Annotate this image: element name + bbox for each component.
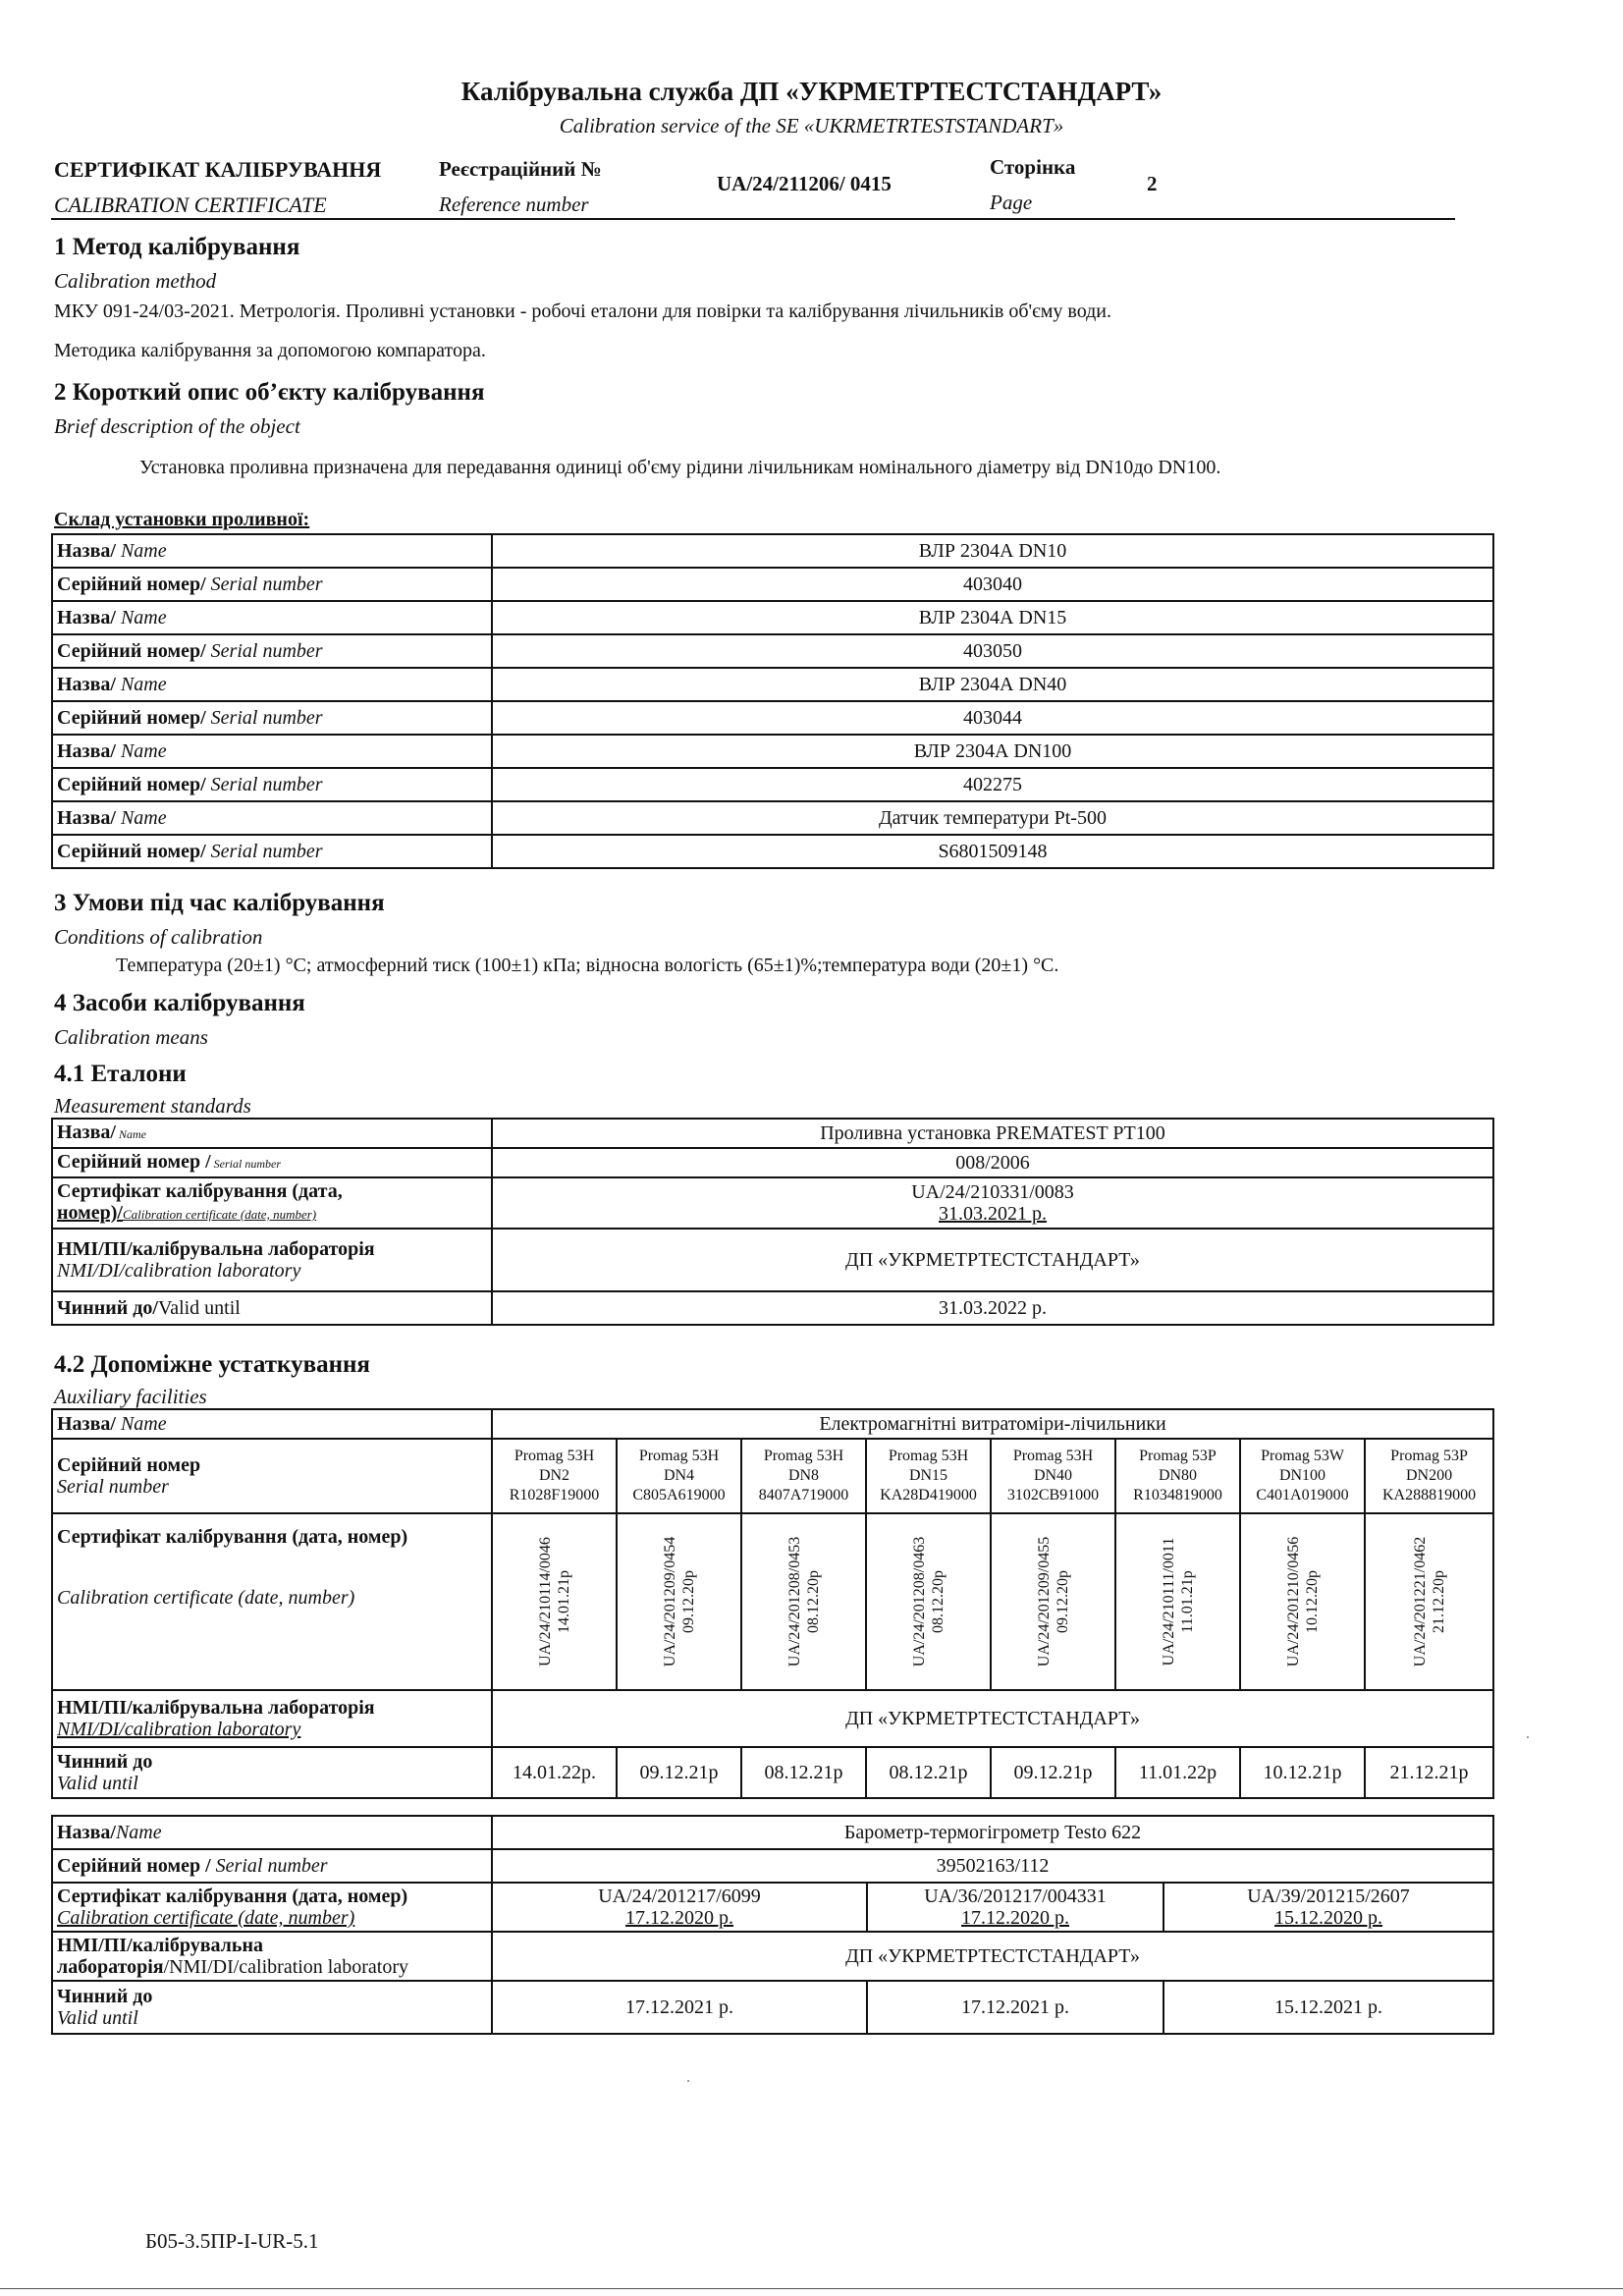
meter-cert-number: UA/24/201221/0462 — [1411, 1536, 1429, 1667]
meter-cert-cell — [1365, 1513, 1493, 1690]
meter-cert-cell — [991, 1513, 1115, 1690]
std-serial-value: 008/2006 — [492, 1148, 1493, 1177]
meter-cert-cell — [741, 1513, 866, 1690]
meter-cert-date: 09.12.20р — [679, 1570, 697, 1634]
ref-number: UA/24/211206/ 0415 — [717, 172, 892, 195]
bottom-edge — [0, 2288, 1623, 2289]
baro-lab-row: НМІ/ПІ/калібрувальна лабораторія/NMI/DI/calibration laboratory ДП «УКРМЕТРТЕСТСТАНДАРТ» — [52, 1932, 1493, 1981]
aux-valid-row: Чинний до Valid until 14.01.22р. 09.12.21р 08.12.21р 08.12.21р 09.12.21р 11.01.22р 10.12.21р 21.12.21р — [52, 1747, 1493, 1798]
composition-row-value: 403050 — [492, 634, 1493, 668]
ref-label-uk: Реєстраційний № — [439, 157, 602, 181]
composition-row — [52, 768, 1493, 801]
composition-row-value: 402275 — [492, 768, 1493, 801]
composition-row-value: ВЛР 2304А DN10 — [492, 534, 1493, 568]
meter-serial: 3102CB91000 — [1006, 1487, 1100, 1503]
std-lab-row: НМІ/ПІ/калібрувальна лабораторія NMI/DI/calibration laboratory ДП «УКРМЕТРТЕСТСТАНДАРТ» — [52, 1229, 1493, 1291]
cert-title-en: CALIBRATION CERTIFICATE — [54, 192, 327, 217]
section-4-1-subtitle: Measurement standards — [54, 1094, 251, 1118]
meter-cert-date: 08.12.20р — [929, 1570, 947, 1634]
meter-serial-cell — [1365, 1439, 1493, 1513]
composition-table — [51, 533, 1494, 869]
meter-cert-text — [1411, 1537, 1448, 1667]
baro-cert-number: UA/39/201215/2607 — [1247, 1886, 1410, 1907]
aux-lab-row: НМІ/ПІ/калібрувальна лабораторія NMI/DI/calibration laboratory ДП «УКРМЕТРТЕСТСТАНДАРТ» — [52, 1690, 1493, 1747]
meter-cert-number: UA/24/201208/0453 — [785, 1536, 803, 1667]
baro-cert-cell — [867, 1883, 1163, 1932]
standards-table — [51, 1118, 1494, 1326]
composition-row-value: ВЛР 2304А DN100 — [492, 735, 1493, 768]
scan-speck — [1527, 1736, 1529, 1738]
meter-cert-cell — [1240, 1513, 1365, 1690]
composition-row-label: Серійний номер/ Serial number — [52, 568, 492, 601]
page-number: 2 — [1147, 172, 1158, 195]
meter-cert-text — [536, 1537, 573, 1667]
composition-row-value: ВЛР 2304А DN40 — [492, 668, 1493, 701]
meter-valid-until: 08.12.21р — [741, 1747, 866, 1798]
composition-row — [52, 534, 1493, 568]
meter-valid-until: 10.12.21р — [1240, 1747, 1365, 1798]
composition-row — [52, 568, 1493, 601]
composition-row-label: Серійний номер/ Serial number — [52, 701, 492, 735]
meter-cert-text — [910, 1537, 947, 1667]
meter-cert-number: UA/24/201209/0455 — [1035, 1536, 1053, 1667]
section-3-subtitle: Conditions of calibration — [54, 925, 263, 949]
composition-row — [52, 701, 1493, 735]
composition-row — [52, 634, 1493, 668]
page-label-uk: Сторінка — [990, 155, 1076, 179]
meter-dn: DN8 — [787, 1467, 820, 1484]
baro-cert-date: 15.12.2020 р. — [1274, 1907, 1383, 1929]
meter-cert-text — [1160, 1538, 1197, 1667]
meter-valid-until: 11.01.22р — [1115, 1747, 1240, 1798]
meter-dn: DN4 — [663, 1467, 695, 1484]
composition-row — [52, 668, 1493, 701]
composition-row-label: Серійний номер/ Serial number — [52, 634, 492, 668]
meter-cert-text — [1284, 1537, 1322, 1667]
section-4-title: 4 Засоби калібрування — [54, 990, 305, 1016]
section-1-subtitle: Calibration method — [54, 269, 217, 293]
section-2-subtitle: Brief description of the object — [54, 414, 300, 438]
meter-serial-cell — [617, 1439, 741, 1513]
meter-cert-cell — [866, 1513, 991, 1690]
meter-dn: DN200 — [1405, 1467, 1453, 1484]
meter-serial-cell — [866, 1439, 991, 1513]
composition-row-label: Назва/ Name — [52, 601, 492, 634]
composition-row-value: 403044 — [492, 701, 1493, 735]
meter-serial-cell — [492, 1439, 617, 1513]
composition-row — [52, 735, 1493, 768]
meter-dn: DN2 — [538, 1467, 570, 1484]
baro-lab-value: ДП «УКРМЕТРТЕСТСТАНДАРТ» — [492, 1932, 1493, 1981]
baro-cert-cell — [1163, 1883, 1493, 1932]
meter-serial-cell — [991, 1439, 1115, 1513]
section-3-title: 3 Умови під час калібрування — [54, 890, 385, 916]
meter-cert-number: UA/24/210111/0011 — [1160, 1537, 1177, 1667]
composition-row-label: Серійний номер/ Serial number — [52, 768, 492, 801]
meter-cert-number: UA/24/210114/0046 — [536, 1537, 554, 1667]
meter-serial: KA288819000 — [1381, 1487, 1477, 1503]
meter-model: Promag 53H — [763, 1448, 844, 1464]
barometer-table — [51, 1815, 1494, 2035]
composition-row-value: ВЛР 2304А DN15 — [492, 601, 1493, 634]
std-name-row: Назва/ Name Проливна установка PREMATEST PT100 — [52, 1119, 1493, 1148]
meter-serial-cell — [1240, 1439, 1365, 1513]
meter-cert-date: 09.12.20р — [1054, 1570, 1071, 1634]
meter-serial-cell — [741, 1439, 866, 1513]
std-valid-row: Чинний до/Valid until 31.03.2022 р. — [52, 1291, 1493, 1325]
meter-cert-number: UA/24/201209/0454 — [661, 1536, 678, 1667]
meter-valid-until: 14.01.22р. — [492, 1747, 617, 1798]
meter-serial: 8407A719000 — [758, 1487, 849, 1503]
section-4-2-title: 4.2 Допоміжне устаткування — [54, 1351, 370, 1378]
meter-cert-date: 10.12.20р — [1303, 1570, 1321, 1634]
aux-name-row: Назва/ Name Електромагнітні витратоміри-лічильники — [52, 1409, 1493, 1439]
service-subtitle: Calibration service of the SE «UKRMETRTESTSTANDART» — [559, 114, 1064, 137]
conditions-text: Температура (20±1) °С; атмосферний тиск (100±1) кПа; відносна вологість (65±1)%;температура води (20±1) °С. — [116, 955, 1059, 976]
meter-model: Promag 53P — [1390, 1448, 1468, 1464]
method-line-1: МКУ 091-24/03-2021. Метрологія. Проливні установки - робочі еталони для повірки та калібрування лічильників об'єму води. — [54, 301, 1111, 322]
composition-heading: Склад установки проливної: — [54, 509, 310, 530]
section-4-2-subtitle: Auxiliary facilities — [54, 1385, 207, 1408]
service-title: Калібрувальна служба ДП «УКРМЕТРТЕСТСТАНДАРТ» — [460, 77, 1163, 106]
meter-cert-text — [785, 1537, 823, 1667]
meter-model: Promag 53H — [514, 1448, 595, 1464]
baro-valid-row: Чинний до Valid until 17.12.2021 р. 17.12.2021 р. 15.12.2021 р. — [52, 1981, 1493, 2034]
std-cert-date: 31.03.2021 р. — [939, 1203, 1047, 1225]
baro-name-row: Назва/Name Барометр-термогігрометр Testo 622 — [52, 1816, 1493, 1849]
object-description: Установка проливна призначена для передавання одиниці об'єму рідини лічильникам номінального діаметру від DN10до DN100. — [139, 457, 1221, 478]
meter-cert-cell — [1115, 1513, 1240, 1690]
meter-dn: DN100 — [1278, 1467, 1326, 1484]
composition-row — [52, 601, 1493, 634]
composition-row — [52, 835, 1493, 868]
form-code: Б05-3.5ПР-І-UR-5.1 — [145, 2229, 319, 2253]
aux-serial-row: Серійний номер Serial number Promag 53H DN2 R1028F19000 Promag 53H DN4 C805A619000 Promag 53H DN8 8407A719000 Promag 53H DN15 KA28D419000 Promag 53H DN40 3102CB91000 Promag 53P DN80 R1034819000 Promag 53W DN100 C401A019000 Promag 53P DN200 KA288819000 — [52, 1439, 1493, 1513]
aux-lab-value: ДП «УКРМЕТРТЕСТСТАНДАРТ» — [492, 1690, 1493, 1747]
composition-row-value: S6801509148 — [492, 835, 1493, 868]
std-lab-value: ДП «УКРМЕТРТЕСТСТАНДАРТ» — [492, 1229, 1493, 1291]
composition-row-label: Серійний номер/ Serial number — [52, 835, 492, 868]
meter-cert-text — [661, 1537, 698, 1667]
meter-valid-until: 09.12.21р — [617, 1747, 741, 1798]
meter-valid-until: 08.12.21р — [866, 1747, 991, 1798]
meter-model: Promag 53H — [888, 1448, 969, 1464]
composition-row-label: Назва/ Name — [52, 801, 492, 835]
meter-dn: DN15 — [908, 1467, 948, 1484]
scan-speck — [687, 2080, 689, 2082]
baro-valid-until: 17.12.2021 р. — [492, 1981, 867, 2034]
meter-serial: C805A619000 — [632, 1487, 726, 1503]
meter-serial: R1034819000 — [1133, 1487, 1222, 1503]
baro-cert-date: 17.12.2020 р. — [625, 1907, 733, 1929]
std-serial-row: Серійний номер / Serial number 008/2006 — [52, 1148, 1493, 1177]
meter-cert-cell — [617, 1513, 741, 1690]
meter-dn: DN40 — [1033, 1467, 1073, 1484]
section-4-subtitle: Calibration means — [54, 1025, 208, 1049]
meter-cert-number: UA/24/201208/0463 — [910, 1536, 928, 1667]
meter-cert-date: 14.01.21р — [555, 1570, 572, 1634]
baro-valid-until: 17.12.2021 р. — [867, 1981, 1163, 2034]
meter-dn: DN80 — [1158, 1467, 1198, 1484]
auxiliary-table — [51, 1408, 1494, 1799]
composition-row — [52, 801, 1493, 835]
meter-serial: KA28D419000 — [880, 1487, 977, 1503]
composition-row-label: Назва/ Name — [52, 534, 492, 568]
baro-cert-number: UA/24/201217/6099 — [598, 1886, 761, 1907]
meter-valid-until: 09.12.21р — [991, 1747, 1115, 1798]
std-cert-number: UA/24/210331/0083 — [911, 1181, 1074, 1203]
std-name-value: Проливна установка PREMATEST PT100 — [492, 1119, 1493, 1148]
meter-cert-date: 21.12.20р — [1430, 1570, 1447, 1634]
meter-model: Promag 53W — [1261, 1448, 1344, 1464]
ref-label-en: Reference number — [439, 192, 589, 216]
baro-cert-row: Сертифікат калібрування (дата, номер) Calibration certificate (date, number) UA/24/201217/6099 17.12.2020 р. UA/36/201217/004331 17.12.2020 р. UA/39/201215/2607 15.12.2020 р. — [52, 1883, 1493, 1932]
baro-cert-number: UA/36/201217/004331 — [924, 1886, 1107, 1907]
baro-cert-date: 17.12.2020 р. — [961, 1907, 1069, 1929]
composition-row-label: Назва/ Name — [52, 735, 492, 768]
aux-name-value: Електромагнітні витратоміри-лічильники — [492, 1409, 1493, 1439]
meter-cert-date: 08.12.20р — [804, 1570, 822, 1634]
method-line-2: Методика калібрування за допомогою компаратора. — [54, 340, 486, 361]
std-valid-value: 31.03.2022 р. — [492, 1291, 1493, 1325]
meter-valid-until: 21.12.21р — [1365, 1747, 1493, 1798]
section-4-1-title: 4.1 Еталони — [54, 1061, 187, 1087]
meter-serial-cell — [1115, 1439, 1240, 1513]
section-2-title: 2 Короткий опис об’єкту калібрування — [54, 379, 485, 406]
meter-serial: R1028F19000 — [509, 1487, 600, 1503]
baro-valid-until: 15.12.2021 р. — [1163, 1981, 1493, 2034]
baro-serial-value: 39502163/112 — [492, 1849, 1493, 1883]
meter-cert-cell — [492, 1513, 617, 1690]
composition-row-value: Датчик температури Pt-500 — [492, 801, 1493, 835]
composition-row-label: Назва/ Name — [52, 668, 492, 701]
header-rule — [51, 218, 1455, 220]
baro-cert-cell — [492, 1883, 867, 1932]
meter-cert-date: 11.01.21р — [1178, 1570, 1196, 1633]
cert-title-uk: СЕРТИФІКАТ КАЛІБРУВАННЯ — [54, 157, 382, 182]
meter-serial: C401A019000 — [1256, 1487, 1349, 1503]
aux-cert-row: Сертифікат калібрування (дата, номер) Calibration certificate (date, number) UA/24/210114/0046 14.01.21р UA/24/201209/0454 09.12.20р UA/24/201208/0453 08.12.20р UA/24/201208/0463 08.12.20р UA/24/201209/0455 09.12.20р UA/24/210111/0011 11.01.21р UA/24/201210/0456 10.12.20р UA/24/201221/0462 21.12.20р — [52, 1513, 1493, 1690]
page-label-en: Page — [990, 191, 1033, 214]
meter-model: Promag 53H — [638, 1448, 720, 1464]
meter-model: Promag 53H — [1012, 1448, 1094, 1464]
meter-cert-number: UA/24/201210/0456 — [1284, 1536, 1302, 1667]
meter-model: Promag 53P — [1139, 1448, 1217, 1464]
composition-row-value: 403040 — [492, 568, 1493, 601]
baro-serial-row: Серійний номер / Serial number 39502163/112 — [52, 1849, 1493, 1883]
baro-name-value: Барометр-термогігрометр Testo 622 — [492, 1816, 1493, 1849]
meter-cert-text — [1035, 1537, 1072, 1667]
std-cert-row: Сертифікат калібрування (дата, номер)/Calibration certificate (date, number) UA/24/210331/0083 31.03.2021 р. — [52, 1177, 1493, 1229]
section-1-title: 1 Метод калібрування — [54, 234, 300, 260]
